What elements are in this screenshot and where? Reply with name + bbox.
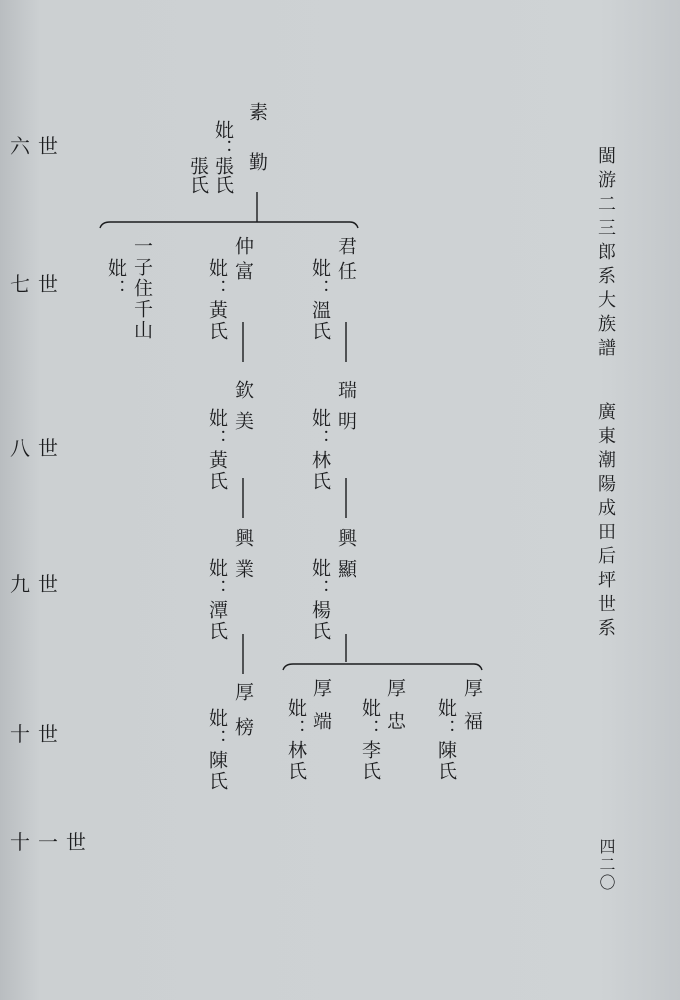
generation-label-6: 六世	[10, 134, 66, 158]
book-title: 閩游二三郎系大族譜	[595, 146, 616, 362]
person-hou-duan-name: 厚端	[310, 678, 332, 744]
generation-label-8: 八世	[10, 436, 66, 460]
generation-label-11: 十一世	[10, 830, 94, 854]
person-qin-mei-spouse: 妣：黃氏	[206, 408, 228, 492]
person-su-qin-name2: 勤	[246, 152, 268, 171]
person-rui-ming-name: 瑞明	[335, 380, 357, 442]
generation-label-7: 七世	[10, 272, 66, 296]
person-hou-duan-spouse: 妣：林氏	[285, 698, 307, 782]
person-qin-mei-name: 欽美	[232, 380, 254, 442]
page-number: 四二〇	[597, 838, 616, 892]
person-xing-ye-spouse: 妣：潭氏	[206, 558, 228, 642]
person-su-qin-name1: 素	[246, 102, 268, 121]
person-hou-zhong-name: 厚忠	[384, 678, 406, 744]
person-hou-fu-spouse: 妣：陳氏	[435, 698, 457, 782]
generation-label-9: 九世	[10, 572, 66, 596]
person-rui-ming-spouse: 妣：林氏	[309, 408, 331, 492]
person-xing-xian-spouse: 妣：楊氏	[309, 558, 331, 642]
lineage-subtitle: 廣東潮陽成田后坪世系	[595, 402, 616, 642]
person-hou-bang-name: 厚榜	[232, 682, 254, 752]
person-hou-zhong-spouse: 妣：李氏	[359, 698, 381, 782]
person-jun-ren-spouse: 妣：溫氏	[309, 258, 331, 342]
person-yi-zi-spouse: 妣：	[105, 258, 127, 300]
person-su-qin-spouse1: 張氏	[212, 156, 234, 194]
person-jun-ren-name: 君任	[335, 236, 357, 286]
generation-label-10: 十世	[10, 722, 66, 746]
person-su-qin-spouse2: 張氏	[187, 156, 209, 194]
person-hou-fu-name: 厚福	[461, 678, 483, 744]
person-zhong-fu-name: 仲富	[232, 236, 254, 286]
person-su-qin-spouse-label: 妣：	[212, 120, 234, 158]
person-xing-ye-name: 興業	[232, 528, 254, 590]
person-xing-xian-name: 興顯	[335, 528, 357, 590]
person-hou-bang-spouse: 妣：陳氏	[206, 708, 228, 792]
person-yi-zi-note: 一子住千山	[131, 236, 153, 341]
person-zhong-fu-spouse: 妣：黃氏	[206, 258, 228, 342]
